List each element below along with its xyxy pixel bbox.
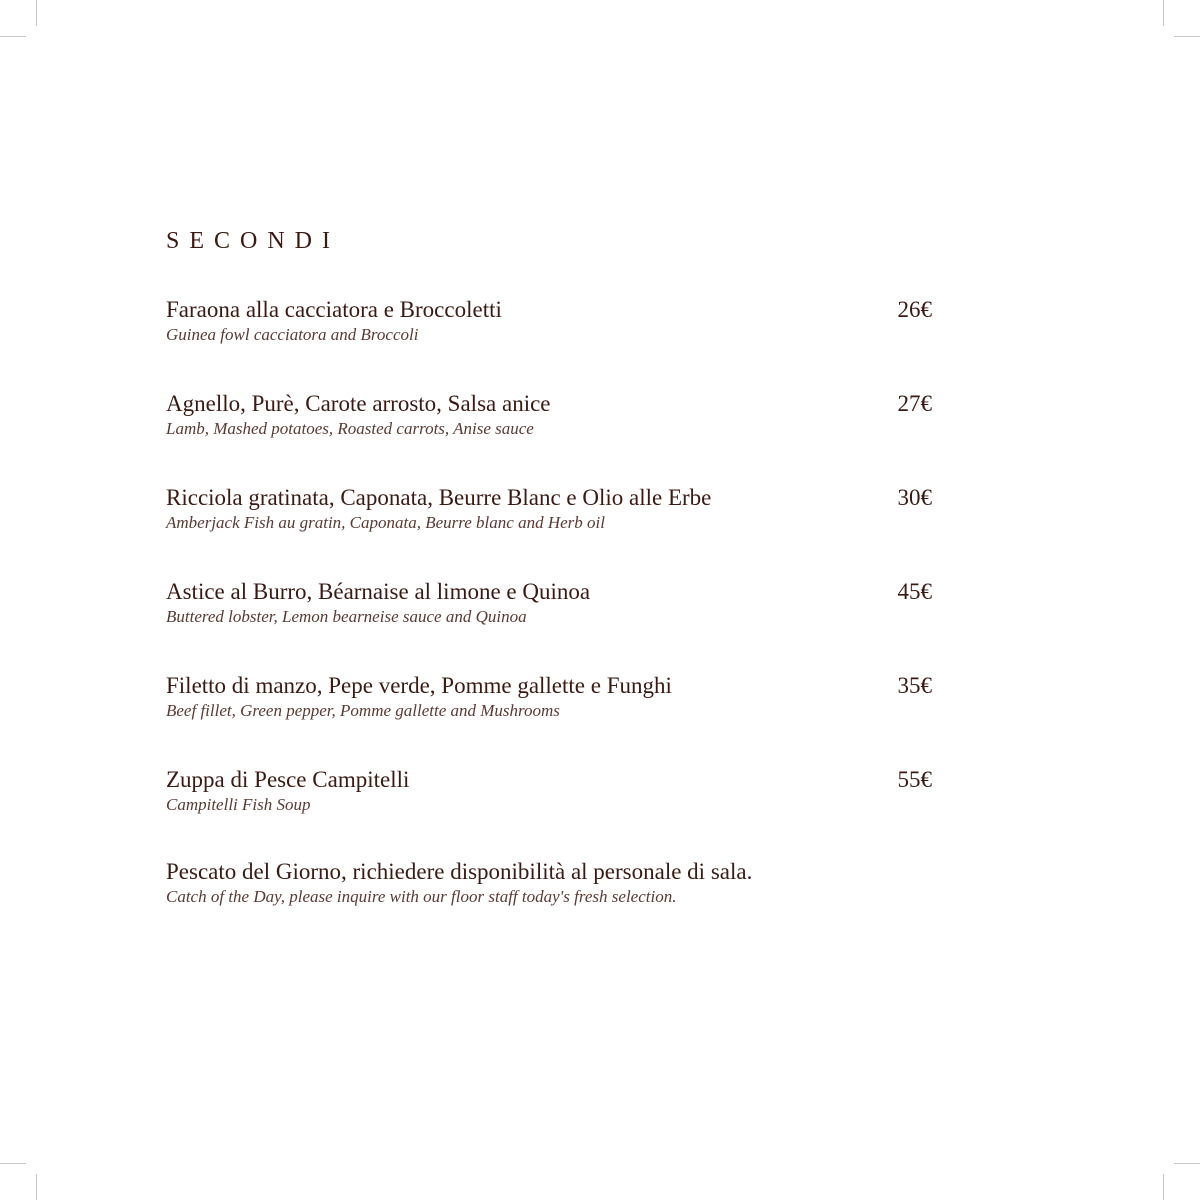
crop-mark-top-left-horizontal bbox=[0, 36, 26, 37]
menu-item bbox=[166, 578, 936, 672]
item-description: Lamb, Mashed potatoes, Roasted carrots, Anise sauce bbox=[166, 419, 534, 438]
item-name: Filetto di manzo, Pepe verde, Pomme gallette e Funghi bbox=[166, 673, 672, 698]
item-price: 27€ bbox=[897, 391, 932, 416]
menu-item bbox=[166, 390, 936, 484]
crop-mark-top-right-horizontal bbox=[1174, 36, 1200, 37]
catch-of-the-day-note bbox=[166, 858, 966, 908]
item-description: Guinea fowl cacciatora and Broccoli bbox=[166, 325, 419, 344]
crop-mark-top-right-vertical bbox=[1163, 0, 1164, 26]
menu-item bbox=[166, 672, 936, 766]
crop-mark-bottom-right-vertical bbox=[1163, 1174, 1164, 1200]
crop-mark-bottom-left-vertical bbox=[36, 1174, 37, 1200]
item-description: Campitelli Fish Soup bbox=[166, 795, 311, 814]
item-description: Amberjack Fish au gratin, Caponata, Beurre blanc and Herb oil bbox=[166, 513, 605, 532]
item-name: Astice al Burro, Béarnaise al limone e Quinoa bbox=[166, 579, 591, 604]
menu-list bbox=[166, 296, 936, 860]
item-name: Zuppa di Pesce Campitelli bbox=[166, 767, 410, 792]
crop-mark-bottom-left-horizontal bbox=[0, 1163, 26, 1164]
item-price: 30€ bbox=[897, 485, 932, 510]
item-price: 35€ bbox=[897, 673, 932, 698]
menu-item bbox=[166, 484, 936, 578]
crop-mark-top-left-vertical bbox=[36, 0, 37, 26]
section-title: SECONDI bbox=[166, 228, 341, 254]
item-name: Ricciola gratinata, Caponata, Beurre Blanc e Olio alle Erbe bbox=[166, 485, 712, 510]
item-price: 45€ bbox=[897, 579, 932, 604]
item-description: Beef fillet, Green pepper, Pomme gallette and Mushrooms bbox=[166, 701, 560, 720]
note-translation: Catch of the Day, please inquire with our floor staff today's fresh selection. bbox=[166, 887, 677, 906]
item-description: Buttered lobster, Lemon bearneise sauce and Quinoa bbox=[166, 607, 527, 626]
crop-mark-bottom-right-horizontal bbox=[1174, 1163, 1200, 1164]
menu-item bbox=[166, 766, 936, 860]
item-price: 55€ bbox=[897, 767, 932, 792]
note-text: Pescato del Giorno, richiedere disponibilità al personale di sala. bbox=[166, 859, 753, 884]
item-name: Faraona alla cacciatora e Broccoletti bbox=[166, 297, 502, 322]
menu-item bbox=[166, 296, 936, 390]
item-price: 26€ bbox=[897, 297, 932, 322]
item-name: Agnello, Purè, Carote arrosto, Salsa anice bbox=[166, 391, 551, 416]
